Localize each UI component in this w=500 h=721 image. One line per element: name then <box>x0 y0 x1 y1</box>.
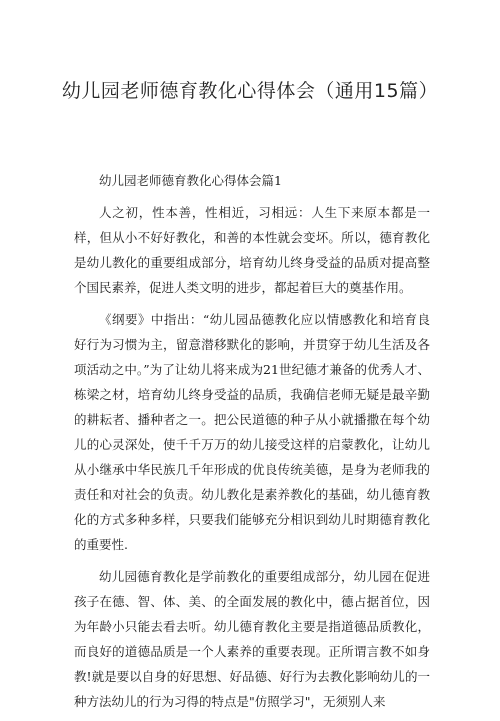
document-body <box>74 168 430 721</box>
paragraph-1: 人之初，性本善，性相近，习相远：人生下来原本都是一样，但从小不好好教化，和善的本性就会变坏。所以，德育教化是幼儿教化的重要组成部分，培育幼儿终身受益的品质对提高整个国民素养，促进人类文明的进步，都起着巨大的奠基作用。 <box>74 205 430 295</box>
paragraph-3: 幼儿园德育教化是学前教化的重要组成部分，幼儿园在促进孩子在德、智、体、美、的全面发展的教化中，德占据首位，因为年龄小只能去看去听。幼儿德育教化主要是指道德品质教化，而良好的道德品质是一个人素养的重要表现。正所谓言教不如身教!就是要以自身的好思想、好品德、好行为去教化影响幼儿的一种方法幼儿的行为习得的特点是"仿照学习"，无须别人来 <box>74 569 430 709</box>
document-title: 幼儿园老师德育教化心得体会（通用15篇） <box>61 80 439 102</box>
section-heading: 幼儿园老师德育教化心得体会篇1 <box>99 173 282 188</box>
paragraph-2: 《纲要》中指出：“幼儿园品德教化应以情感教化和培育良好行为习惯为主，留意潜移默化的影响，并贯穿于幼儿生活及各项活动之中。”为了让幼儿将来成为21世纪德才兼备的优秀人才、栋梁之材，培育幼儿终身受益的品质，我确信老师无疑是最辛勤的耕耘者、播种者之一。把公民道德的种子从小就播撒在每个幼儿的心灵深处，使千千万万的幼儿接受这样的启蒙教化，让幼儿从小继承中华民族几千年形成的优良传统美德，是身为老师我的责任和对社会的负责。幼儿教化是素养教化的基础，幼儿德育教化的方式多种多样，只要我们能够充分相识到幼儿时期德育教化的重要性. <box>74 312 430 552</box>
